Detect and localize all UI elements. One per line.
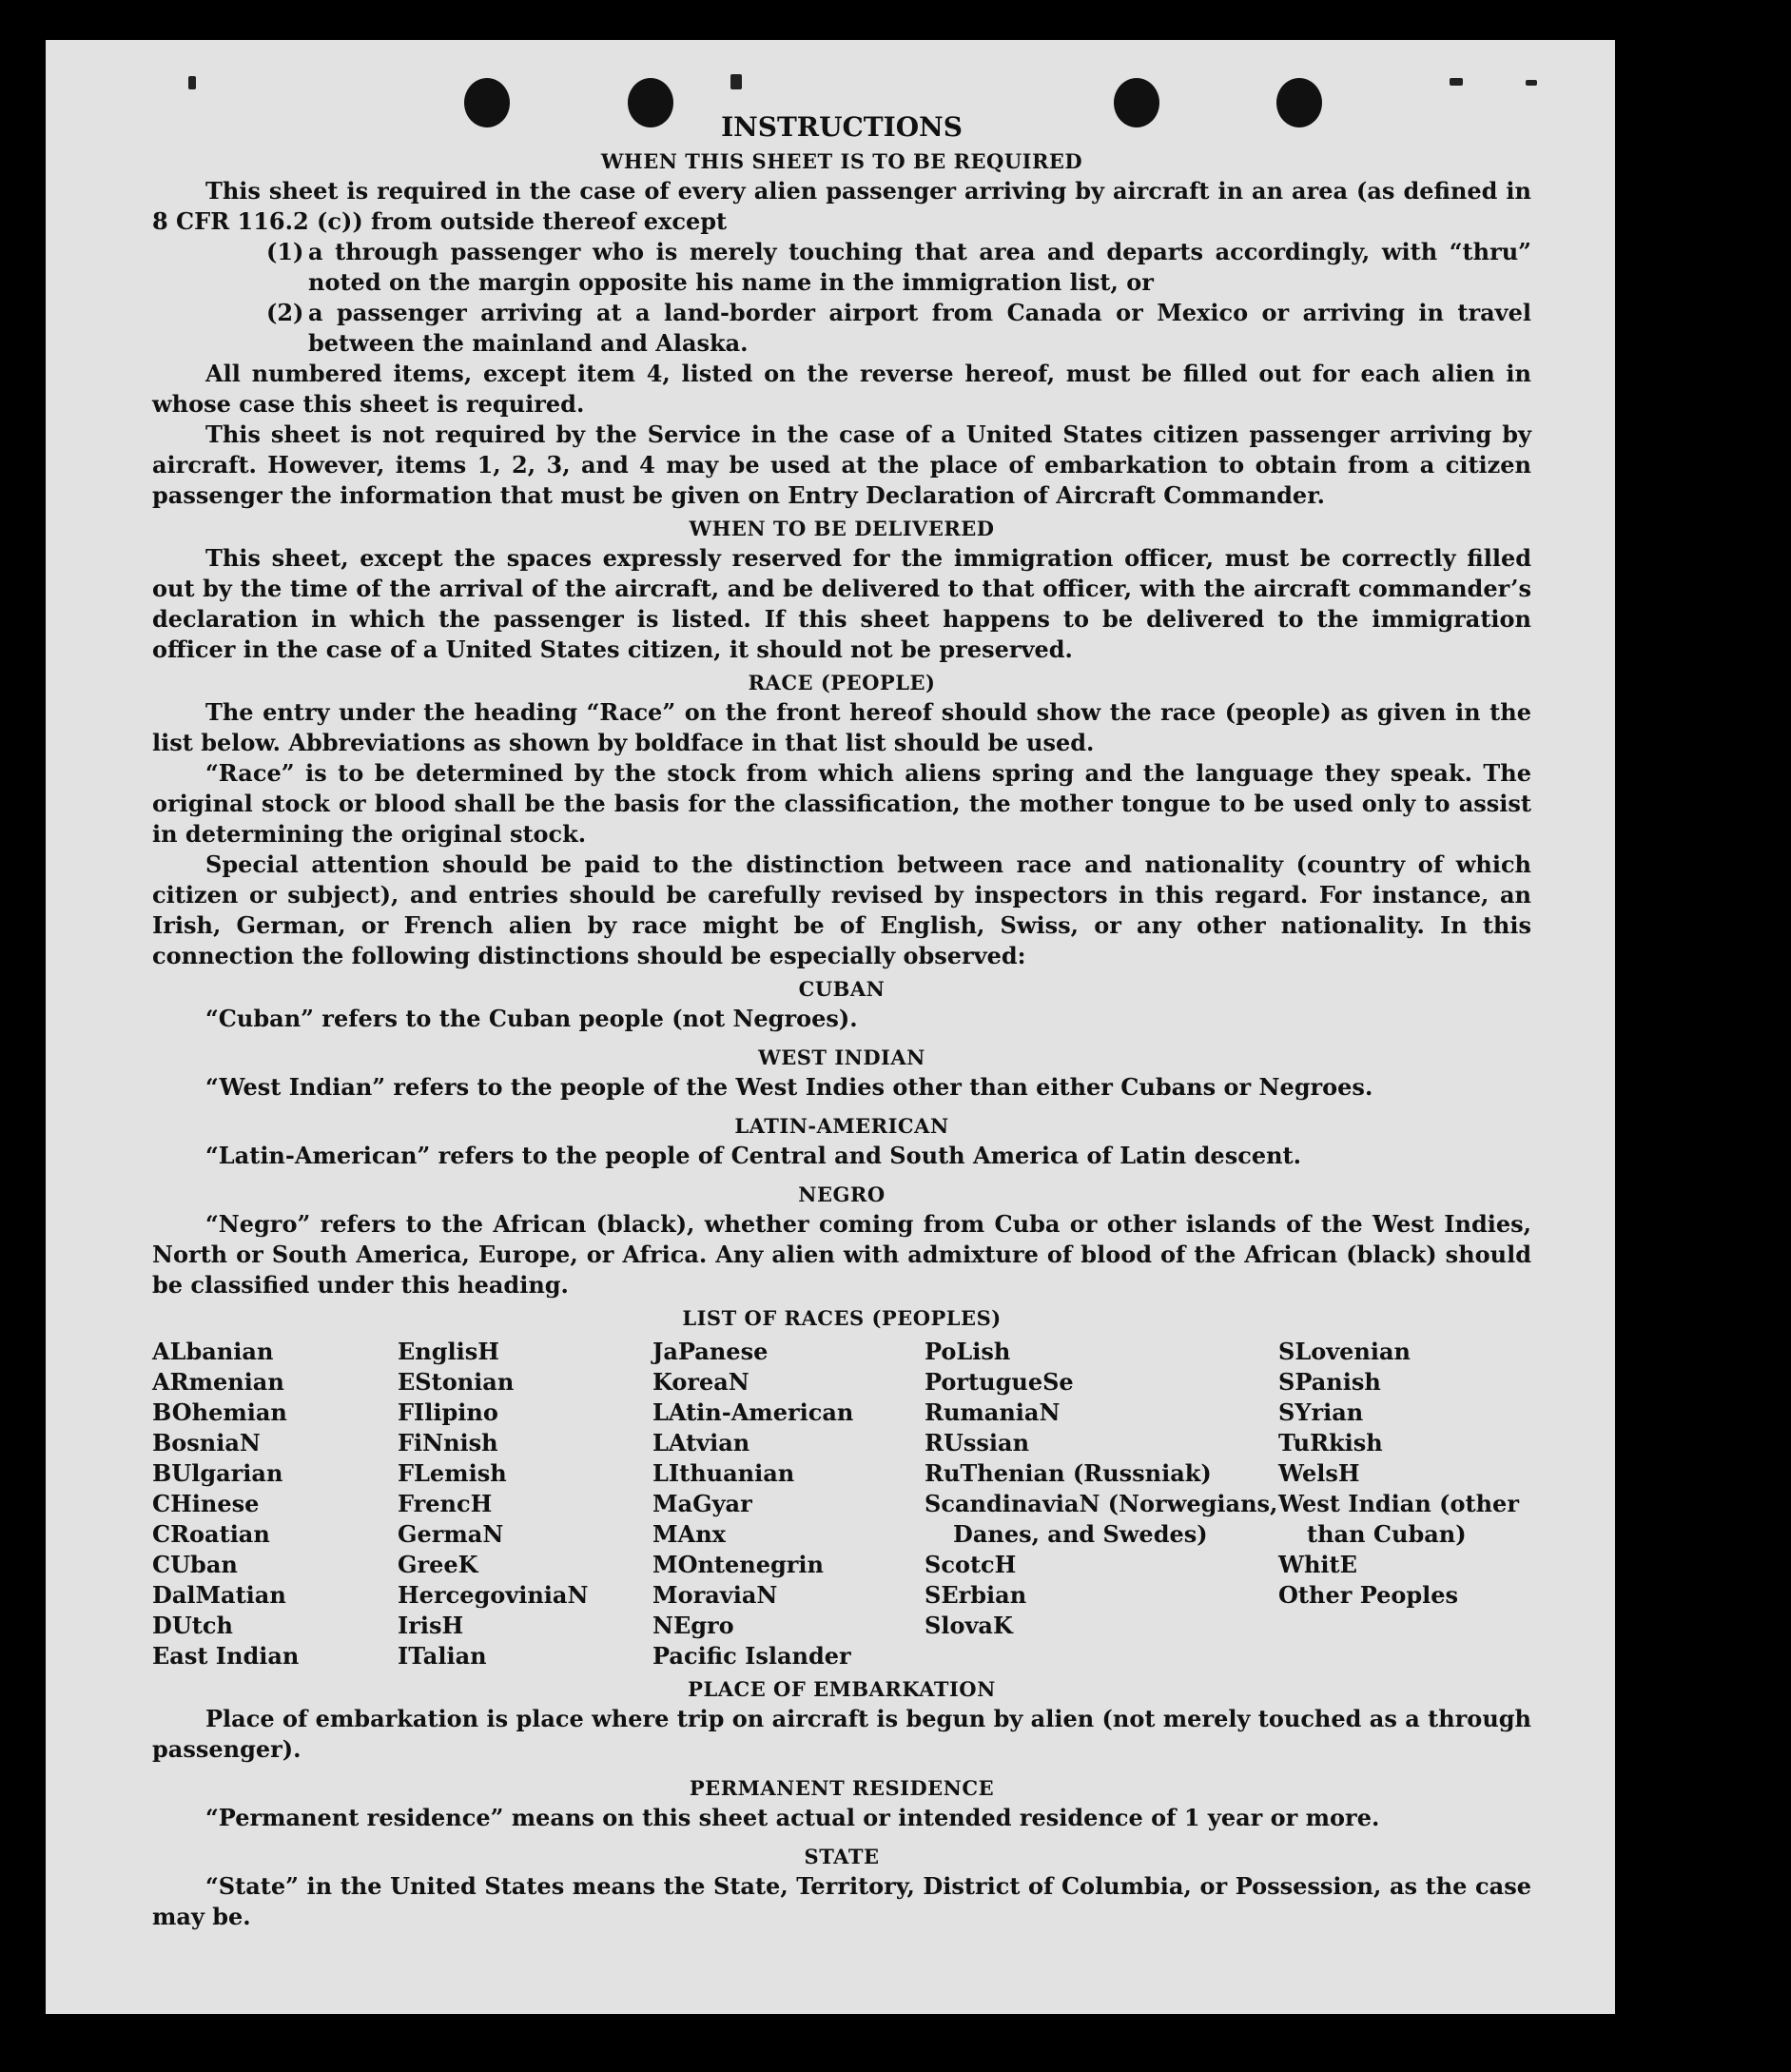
race-item: TuRkish	[1278, 1429, 1383, 1456]
race-item: ARmenian	[152, 1368, 284, 1396]
race-item: ALbanian	[152, 1338, 274, 1365]
speck	[730, 74, 742, 89]
race-item: SYrian	[1278, 1398, 1364, 1426]
page-title: INSTRUCTIONS	[721, 111, 963, 143]
race-item: EStonian	[398, 1368, 515, 1396]
race-item: DUtch	[152, 1612, 233, 1639]
race-item: GermaN	[398, 1520, 504, 1548]
race-item: PoLish	[925, 1338, 1011, 1365]
race-item: ITalian	[398, 1642, 487, 1670]
paragraph: “West Indian” refers to the people of the West Indies other than either Cubans or Negroes.	[205, 1073, 1373, 1101]
race-item: IrisH	[398, 1612, 464, 1639]
race-item: DalMatian	[152, 1581, 286, 1609]
race-item: WhitE	[1278, 1551, 1357, 1578]
paragraph: All numbered items, except item 4, listed on the reverse hereof, must be filled out for each alien in whose case this sheet is required.	[152, 360, 1531, 418]
paragraph: This sheet, except the spaces expressly reserved for the immigration officer, must be correctly filled out by the time of the arrival of the aircraft, and be delivered to that officer, with the aircraft commander’s declaration in which the passenger is listed. If this sheet happens to be delivered to the immigration officer in the case of a United States citizen, it should not be preserved.	[152, 544, 1531, 663]
race-item: SLovenian	[1278, 1338, 1411, 1365]
race-item: NEgro	[652, 1612, 734, 1639]
race-item: GreeK	[398, 1551, 478, 1578]
race-item: MoraviaN	[652, 1581, 778, 1609]
race-item: CUban	[152, 1551, 238, 1578]
list-item: (1) a through passenger who is merely touching that area and departs accordingly, with “thru” noted on the margin opposite his name in the immigration list, or	[266, 238, 1531, 296]
race-item: BosniaN	[152, 1429, 261, 1456]
race-item: JaPanese	[652, 1338, 769, 1365]
race-item: EnglisH	[398, 1338, 499, 1365]
section-heading-state: STATE	[804, 1845, 880, 1868]
race-item: MOntenegrin	[652, 1551, 824, 1578]
section-heading-embarkation: PLACE OF EMBARKATION	[688, 1677, 996, 1701]
paragraph: “Negro” refers to the African (black), whether coming from Cuba or other islands of the West Indies, North or South America, Europe, or Africa. Any alien with admixture of blood of the African (black) should be classified under this heading.	[152, 1210, 1531, 1299]
races-column	[152, 1337, 398, 1671]
race-item: PortugueSe	[925, 1368, 1074, 1396]
race-item: CRoatian	[152, 1520, 270, 1548]
section-heading-latin-american: LATIN-AMERICAN	[734, 1114, 949, 1138]
race-item: LAtin-American	[652, 1398, 854, 1426]
section-heading-residence: PERMANENT RESIDENCE	[689, 1776, 995, 1800]
race-item: Pacific Islander	[652, 1642, 851, 1670]
paragraph: “State” in the United States means the State, Territory, District of Columbia, or Possession, as the case may be.	[152, 1872, 1531, 1930]
section-heading-west-indian: WEST INDIAN	[758, 1046, 925, 1069]
race-item: LIthuanian	[652, 1459, 795, 1487]
race-item: WelsH	[1278, 1459, 1360, 1487]
section-heading-delivered: WHEN TO BE DELIVERED	[689, 517, 995, 540]
paragraph: Special attention should be paid to the distinction between race and nationality (country of which citizen or subject), and entries should be carefully revised by inspectors in this regard. For instance, an Irish, German, or French alien by race might be of English, Swiss, or any other nationality. In this connection the following distinctions should be especially observed:	[152, 850, 1531, 969]
speck	[1450, 78, 1463, 86]
race-item: MAnx	[652, 1520, 726, 1548]
races-list	[152, 1337, 1531, 1671]
paragraph: “Cuban” refers to the Cuban people (not Negroes).	[205, 1005, 858, 1032]
race-item: West Indian (other than Cuban)	[1278, 1490, 1519, 1548]
section-heading-cuban: CUBAN	[798, 977, 886, 1001]
instructions-body	[152, 111, 1531, 1932]
paragraph: The entry under the heading “Race” on the front hereof should show the race (people) as given in the list below. Abbreviations as shown by boldface in that list should be used.	[152, 698, 1531, 756]
race-item: HercegoviniaN	[398, 1581, 589, 1609]
section-heading-required: WHEN THIS SHEET IS TO BE REQUIRED	[600, 149, 1083, 173]
races-column	[652, 1337, 925, 1671]
race-item: FIlipino	[398, 1398, 498, 1426]
race-item: SlovaK	[925, 1612, 1013, 1639]
race-item: SErbian	[925, 1581, 1027, 1609]
document-page	[46, 40, 1615, 2014]
paragraph: “Latin-American” refers to the people of Central and South America of Latin descent.	[205, 1142, 1301, 1169]
speck	[188, 76, 196, 89]
races-column	[925, 1337, 1278, 1671]
section-heading-races-list: LIST OF RACES (PEOPLES)	[682, 1306, 1002, 1330]
race-item: FLemish	[398, 1459, 507, 1487]
race-item: FiNnish	[398, 1429, 498, 1456]
section-heading-race: RACE (PEOPLE)	[748, 671, 936, 694]
paragraph: This sheet is not required by the Service in the case of a United States citizen passenger arriving by aircraft. However, items 1, 2, 3, and 4 may be used at the place of embarkation to obtain from a citizen passenger the information that must be given on Entry Declaration of Aircraft Commander.	[152, 420, 1531, 509]
race-item: KoreaN	[652, 1368, 749, 1396]
section-heading-negro: NEGRO	[798, 1183, 886, 1206]
speck	[1526, 80, 1537, 86]
races-column	[398, 1337, 652, 1671]
paragraph: This sheet is required in the case of every alien passenger arriving by aircraft in an area (as defined in 8 CFR 116.2 (c)) from outside thereof except	[152, 177, 1531, 235]
race-item: RuThenian (Russniak)	[925, 1459, 1212, 1487]
race-item: Other Peoples	[1278, 1581, 1459, 1609]
race-item: FrencH	[398, 1490, 493, 1517]
race-item: East Indian	[152, 1642, 300, 1670]
race-item: RUssian	[925, 1429, 1030, 1456]
paragraph: Place of embarkation is place where trip on aircraft is begun by alien (not merely touched as a through passenger).	[152, 1705, 1531, 1763]
race-item: LAtvian	[652, 1429, 750, 1456]
race-item: ScandinaviaN (Norwegians, Danes, and Swedes)	[925, 1490, 1278, 1548]
race-item: RumaniaN	[925, 1398, 1061, 1426]
races-column	[1278, 1337, 1531, 1671]
race-item: ScotcH	[925, 1551, 1017, 1578]
race-item: BOhemian	[152, 1398, 287, 1426]
race-item: MaGyar	[652, 1490, 752, 1517]
paragraph: “Permanent residence” means on this sheet actual or intended residence of 1 year or more.	[205, 1804, 1380, 1831]
race-item: CHinese	[152, 1490, 260, 1517]
race-item: BUlgarian	[152, 1459, 283, 1487]
race-item: SPanish	[1278, 1368, 1381, 1396]
list-item: (2) a passenger arriving at a land-border airport from Canada or Mexico or arriving in travel between the mainland and Alaska.	[266, 299, 1531, 357]
paragraph: “Race” is to be determined by the stock from which aliens spring and the language they speak. The original stock or blood shall be the basis for the classification, the mother tongue to be used only to assist in determining the original stock.	[152, 759, 1531, 848]
